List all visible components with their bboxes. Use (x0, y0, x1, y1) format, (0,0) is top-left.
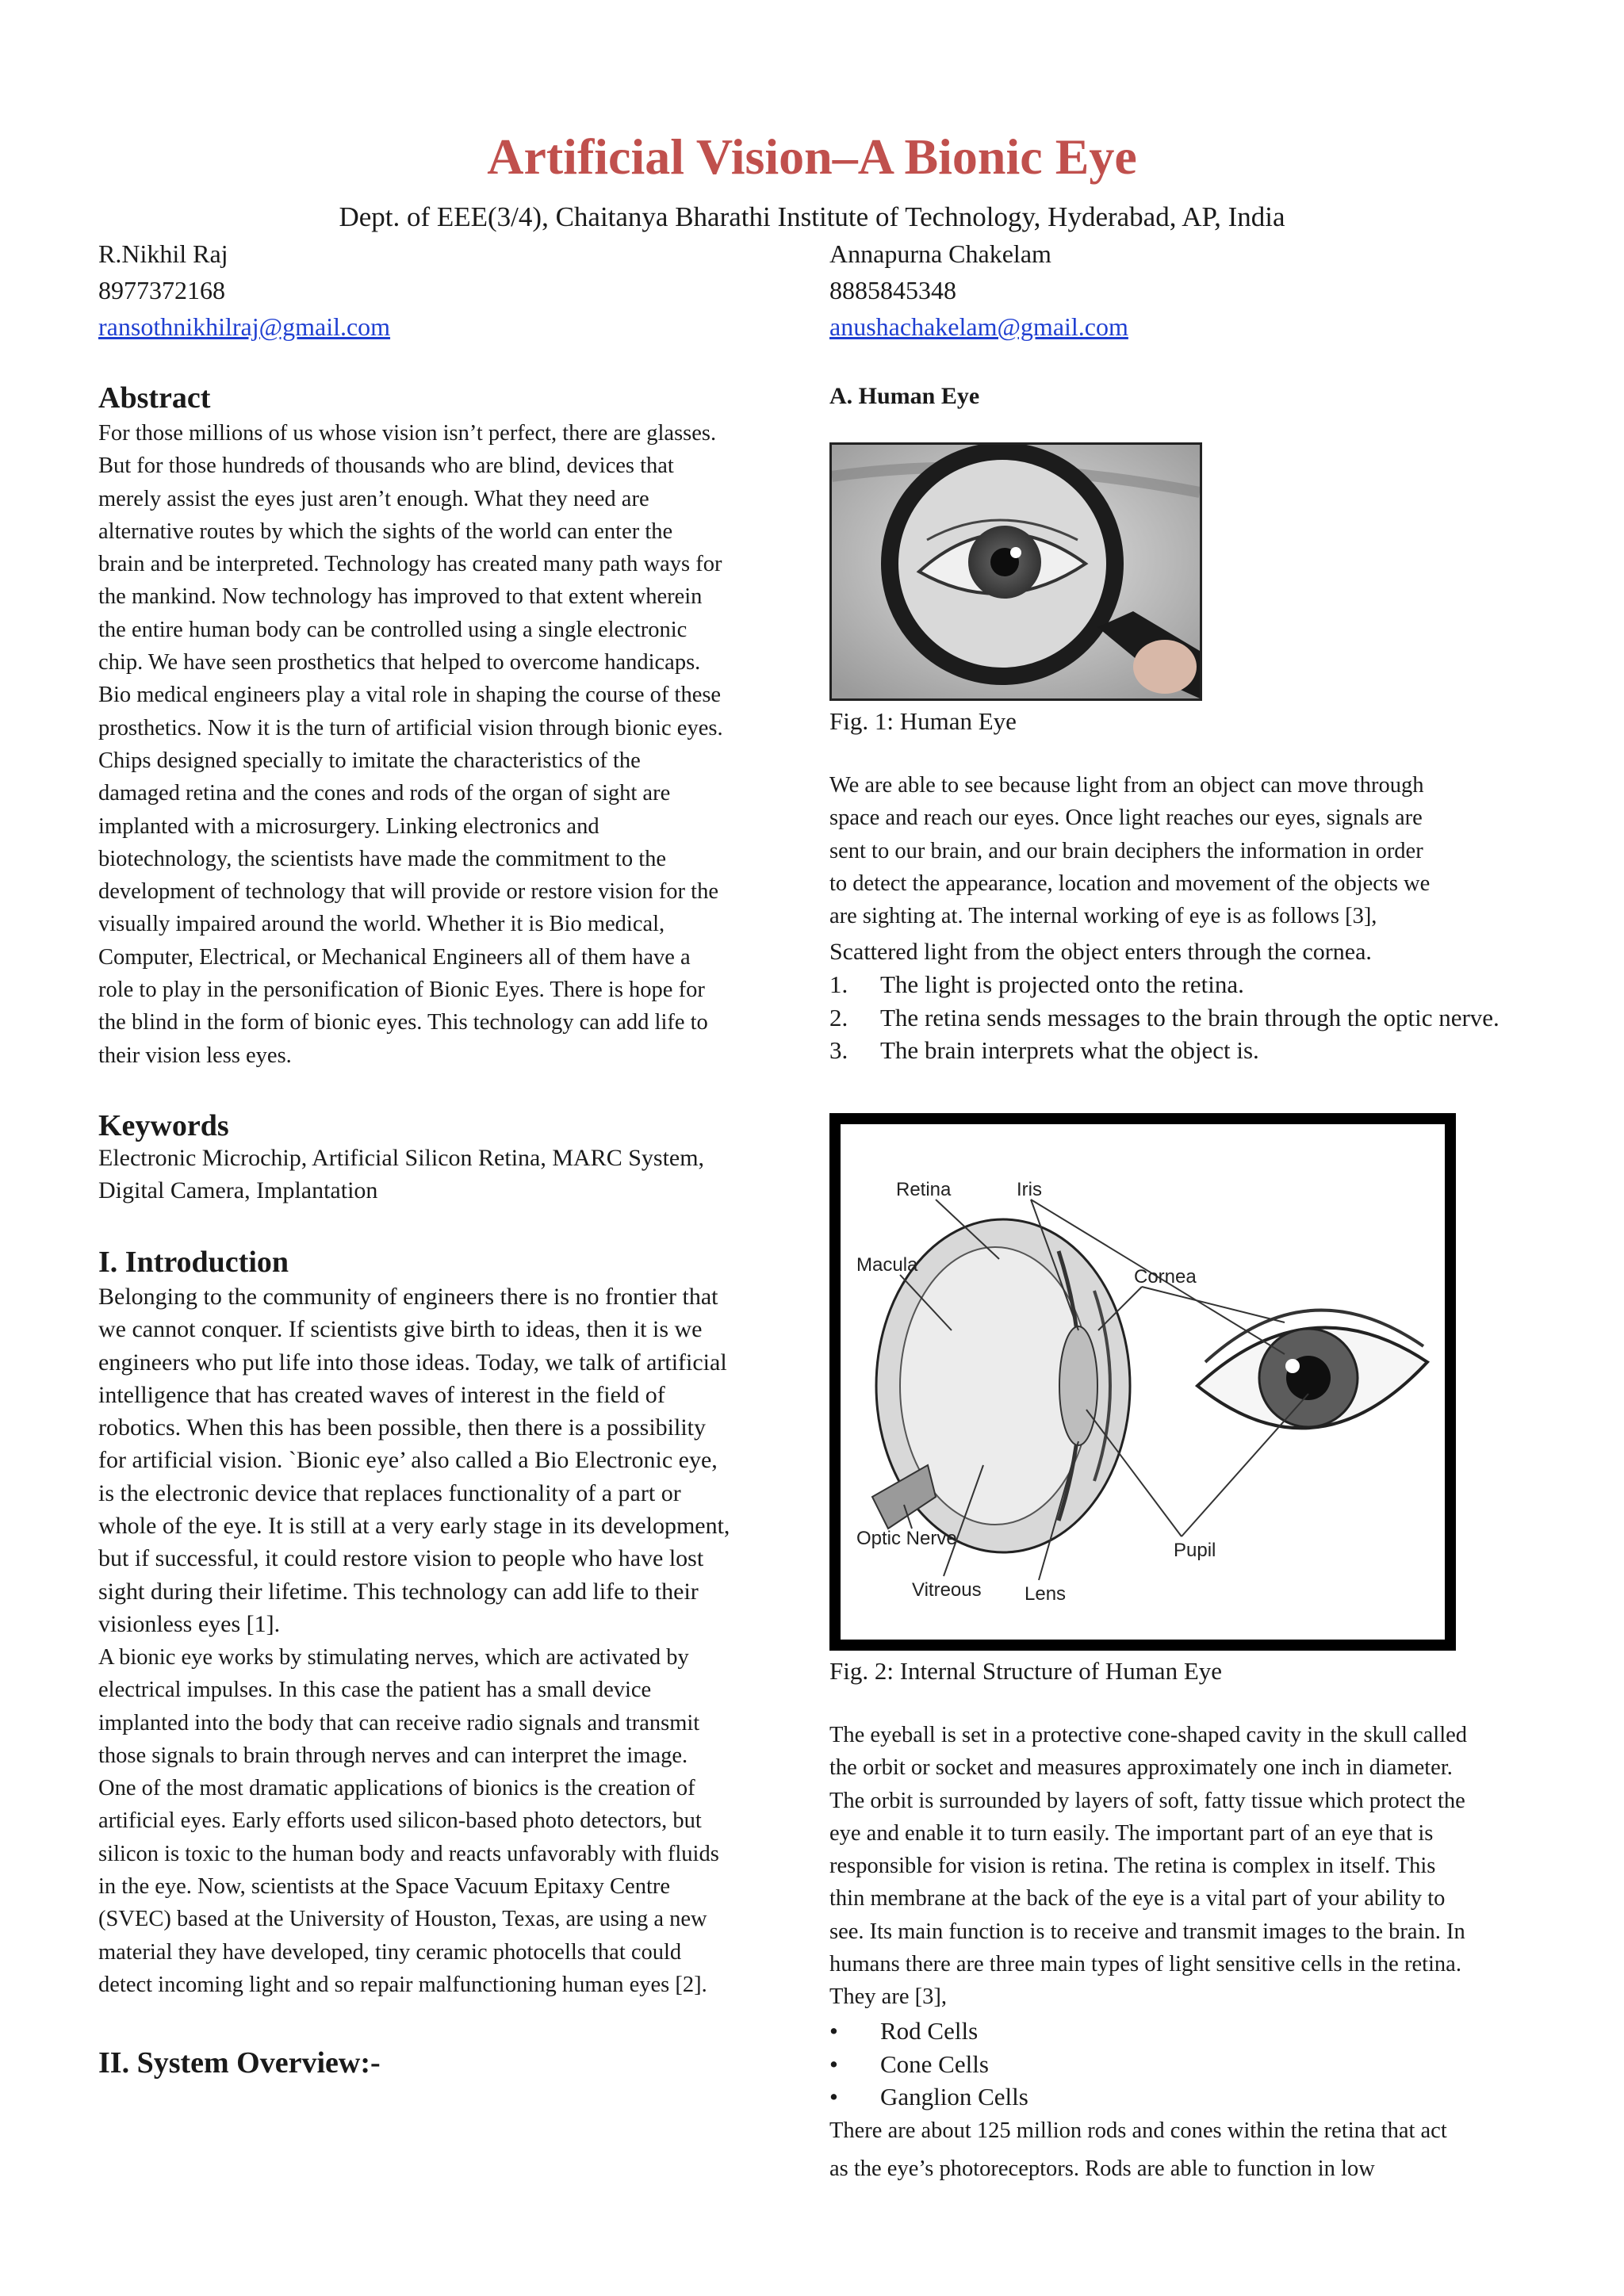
intro-line: intelligence that has created waves of interest in the field of (98, 1381, 665, 1408)
list-item: • Cone Cells (829, 2049, 989, 2078)
intro-line: robotics. When this has been possible, then there is a possibility (98, 1414, 706, 1441)
abstract-line: merely assist the eyes just aren’t enough. What they need are (98, 486, 649, 511)
body-line: the orbit or socket and measures approximately one inch in diameter. (829, 1755, 1453, 1781)
intro-line: material they have developed, tiny ceramic photocells that could (98, 1939, 682, 1965)
list-item: 1. The light is projected onto the retina. (829, 970, 1244, 998)
author-2-email-link[interactable]: anushachakelam@gmail.com (829, 312, 1128, 341)
abstract-line: For those millions of us whose vision isn’t perfect, there are glasses. (98, 421, 717, 446)
body-line: sent to our brain, and our brain deciphers the information in order (829, 838, 1423, 863)
intro-line: artificial eyes. Early efforts used silicon-based photo detectors, but (98, 1808, 702, 1834)
intro-line: whole of the eye. It is still at a very early stage in its development, (98, 1513, 730, 1540)
author-2-phone: 8885845348 (829, 276, 956, 304)
fig2-label-lens: Lens (1025, 1583, 1067, 1605)
abstract-line: visually impaired around the world. Whether it is Bio medical, (98, 912, 665, 937)
intro-line: A bionic eye works by stimulating nerves, which are activated by (98, 1645, 689, 1670)
abstract-line: alternative routes by which the sights of the world can enter the (98, 519, 673, 544)
abstract-line: implanted with a microsurgery. Linking electronics and (98, 813, 599, 839)
body-line: eye and enable it to turn easily. The important part of an eye that is (829, 1820, 1434, 1846)
author-1-name: R.Nikhil Raj (98, 239, 228, 268)
scattered-light-line: Scattered light from the object enters through the cornea. (829, 939, 1372, 965)
keywords-line: Digital Camera, Implantation (98, 1177, 378, 1204)
human-eye-paragraph-1 (829, 769, 1526, 932)
intro-line: One of the most dramatic applications of bionics is the creation of (98, 1776, 695, 1801)
intro-line: sight during their lifetime. This technology can add life to their (98, 1578, 699, 1605)
intro-line: engineers who put life into those ideas. Today, we talk of artificial (98, 1349, 727, 1376)
body-line: thin membrane at the back of the eye is a vital part of your ability to (829, 1886, 1446, 1911)
intro-line: detect incoming light and so repair malfunctioning human eyes [2]. (98, 1972, 707, 1997)
intro-line: but if successful, it could restore vision to people who have lost (98, 1545, 704, 1572)
fig2-label-retina: Retina (896, 1179, 952, 1200)
list-item: 2. The retina sends messages to the brain through the optic nerve. (829, 1003, 1500, 1031)
abstract-line: brain and be interpreted. Technology has created many path ways for (98, 552, 722, 577)
figure-1-human-eye-photo (829, 442, 1202, 701)
body-line: There are about 125 million rods and cones within the retina that act (829, 2118, 1447, 2143)
list-item: • Ganglion Cells (829, 2083, 1028, 2110)
retina-cell-types (829, 2015, 1526, 2114)
intro-line: is the electronic device that replaces functionality of a part or (98, 1479, 681, 1506)
abstract-line: biotechnology, the scientists have made the commitment to the (98, 846, 667, 871)
author-2-name: Annapurna Chakelam (829, 239, 1051, 268)
figure-1-caption: Fig. 1: Human Eye (829, 707, 1017, 735)
intro-line: implanted into the body that can receive radio signals and transmit (98, 1710, 700, 1735)
body-line: as the eye’s photoreceptors. Rods are able to function in low (829, 2156, 1375, 2181)
abstract-line: development of technology that will provide or restore vision for the (98, 879, 718, 905)
internal-working-steps (829, 968, 1526, 1067)
body-line: space and reach our eyes. Once light reaches our eyes, signals are (829, 806, 1423, 831)
author-1 (98, 235, 390, 345)
keywords-body (98, 1142, 816, 1207)
author-1-email-link[interactable]: ransothnikhilraj@gmail.com (98, 312, 391, 341)
system-overview-heading: II. System Overview:- (98, 2046, 381, 2080)
fig2-label-macula: Macula (856, 1254, 918, 1276)
body-line: The orbit is surrounded by layers of soft, fatty tissue which protect the (829, 1788, 1465, 1813)
keywords-line: Electronic Microchip, Artificial Silicon Retina, MARC System, (98, 1145, 705, 1171)
author-2 (829, 235, 1128, 345)
body-line: to detect the appearance, location and movement of the objects we (829, 871, 1431, 896)
abstract-line: prosthetics. Now it is the turn of artificial vision through bionic eyes. (98, 715, 723, 740)
introduction-body-b (98, 1641, 816, 2001)
intro-line: for artificial vision. `Bionic eye’ also called a Bio Electronic eye, (98, 1447, 718, 1474)
abstract-line: the entire human body can be controlled using a single electronic (98, 617, 688, 642)
human-eye-paragraph-2 (829, 1719, 1526, 2014)
body-line: humans there are three main types of light sensitive cells in the retina. (829, 1952, 1461, 1977)
body-line: see. Its main function is to receive and transmit images to the brain. In (829, 1919, 1465, 1944)
list-item: 3. The brain interprets what the object is. (829, 1036, 1259, 1064)
affiliation: Dept. of EEE(3/4), Chaitanya Bharathi Institute of Technology, Hyderabad, AP, India (339, 201, 1285, 232)
author-1-phone: 8977372168 (98, 276, 225, 304)
paper-title: Artificial Vision–A Bionic Eye (487, 128, 1137, 185)
fig2-label-vitreous: Vitreous (912, 1579, 982, 1601)
abstract-line: Computer, Electrical, or Mechanical Engineers all of them have a (98, 944, 691, 970)
abstract-line: their vision less eyes. (98, 1043, 292, 1068)
keywords-heading: Keywords (98, 1109, 229, 1142)
abstract-body (98, 417, 816, 1072)
intro-line: those signals to brain through nerves and can interpret the image. (98, 1743, 688, 1768)
fig2-label-pupil: Pupil (1174, 1540, 1216, 1561)
abstract-line: But for those hundreds of thousands who are blind, devices that (98, 453, 674, 479)
abstract-heading: Abstract (98, 381, 211, 415)
body-line: are sighting at. The internal working of eye is as follows [3], (829, 904, 1377, 929)
intro-line: electrical impulses. In this case the patient has a small device (98, 1678, 652, 1703)
intro-line: silicon is toxic to the human body and reacts unfavorably with fluids (98, 1841, 719, 1866)
abstract-line: role to play in the personification of Bionic Eyes. There is hope for (98, 978, 705, 1003)
intro-line: (SVEC) based at the University of Houston, Texas, are using a new (98, 1907, 707, 1932)
abstract-line: the mankind. Now technology has improved to that extent wherein (98, 584, 703, 610)
intro-line: visionless eyes [1]. (98, 1610, 281, 1637)
abstract-line: Chips designed specially to imitate the characteristics of the (98, 748, 641, 773)
intro-line: in the eye. Now, scientists at the Space Vacuum Epitaxy Centre (98, 1874, 671, 1900)
fig2-label-cornea: Cornea (1134, 1266, 1197, 1288)
body-line: The eyeball is set in a protective cone-shaped cavity in the skull called (829, 1723, 1468, 1747)
intro-line: Belonging to the community of engineers there is no frontier that (98, 1284, 718, 1310)
abstract-line: Bio medical engineers play a vital role in shaping the course of these (98, 683, 722, 708)
introduction-heading: I. Introduction (98, 1246, 289, 1279)
abstract-line: damaged retina and the cones and rods of the organ of sight are (98, 781, 671, 806)
fig2-label-iris: Iris (1017, 1179, 1042, 1200)
body-line: responsible for vision is retina. The retina is complex in itself. This (829, 1854, 1436, 1879)
figure-2-caption: Fig. 2: Internal Structure of Human Eye (829, 1657, 1223, 1685)
list-item: • Rod Cells (829, 2017, 979, 2045)
introduction-body-a (98, 1280, 824, 1640)
body-line: They are [3], (829, 1984, 947, 2010)
abstract-line: chip. We have seen prosthetics that helped to overcome handicaps. (98, 650, 701, 675)
intro-line: we cannot conquer. If scientists give birth to ideas, then it is we (98, 1316, 703, 1343)
body-line: We are able to see because light from an object can move through (829, 773, 1424, 798)
abstract-line: the blind in the form of bionic eyes. This technology can add life to (98, 1010, 708, 1035)
figure-2-eye-structure (829, 1113, 1456, 1651)
human-eye-paragraph-3 (829, 2112, 1526, 2188)
fig2-label-optic-nerve: Optic Nerve (856, 1528, 957, 1549)
human-eye-heading: A. Human Eye (829, 383, 980, 409)
